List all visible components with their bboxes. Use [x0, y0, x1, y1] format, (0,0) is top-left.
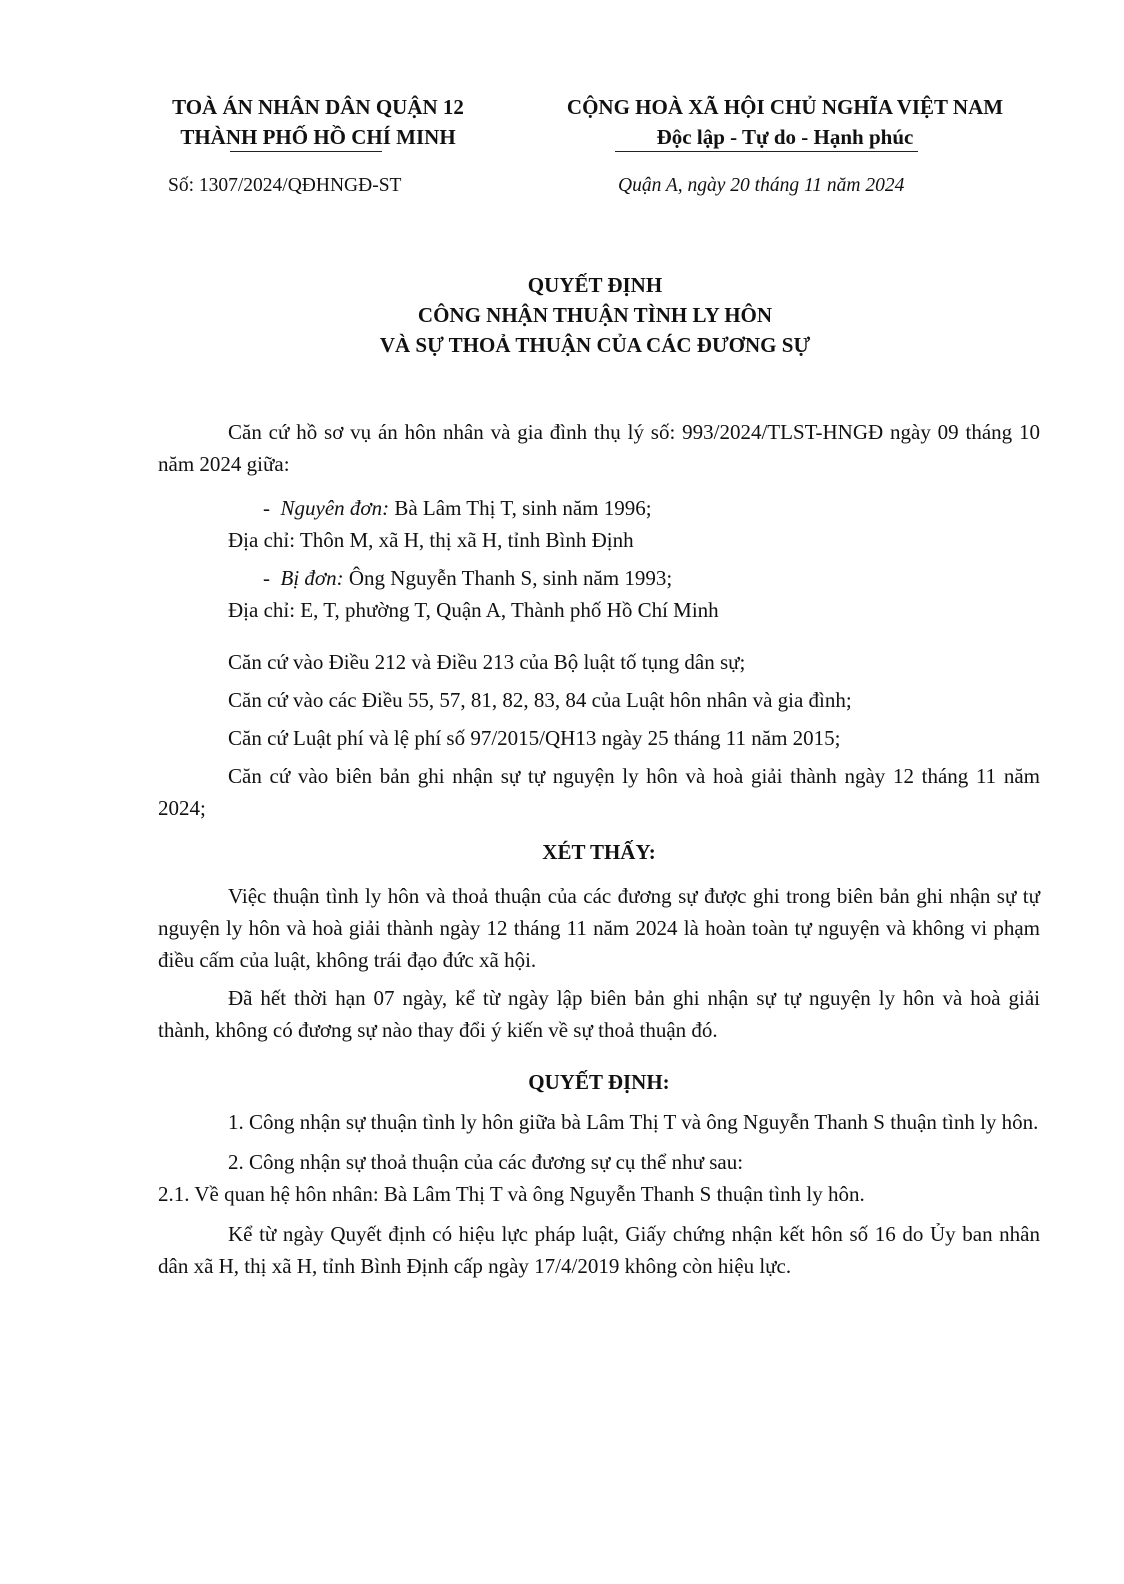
document-number: Số: 1307/2024/QĐHNGĐ-ST — [168, 175, 402, 196]
plaintiff-name: Bà Lâm Thị T, sinh năm 1996; — [394, 496, 652, 520]
document-title — [150, 270, 1040, 360]
court-name: TOÀ ÁN NHÂN DÂN QUẬN 12 — [172, 95, 464, 119]
motto-slogan: Độc lập - Tự do - Hạnh phúc — [656, 125, 914, 149]
defendant-label: Bị đơn: — [280, 566, 344, 590]
place-and-date: Quận A, ngày 20 tháng 11 năm 2024 — [618, 175, 905, 196]
basis-law-1: Căn cứ vào Điều 212 và Điều 213 của Bộ luật tố tụng dân sự; — [228, 650, 746, 674]
defendant-address: Địa chỉ: E, T, phường T, Quận A, Thành phố Hồ Chí Minh — [228, 598, 719, 622]
document-body — [158, 416, 1040, 1282]
defendant-name: Ông Nguyễn Thanh S, sinh năm 1993; — [348, 566, 673, 590]
decision-item-1: 1. Công nhận sự thuận tình ly hôn giữa bà Lâm Thị T và ông Nguyễn Thanh S thuận tình ly hôn. — [228, 1110, 1039, 1134]
decision-item-2: 2. Công nhận sự thoả thuận của các đương sự cụ thể như sau: — [228, 1150, 744, 1174]
court-header — [128, 92, 508, 152]
national-motto — [520, 92, 1050, 152]
basis-law-3: Căn cứ Luật phí và lệ phí số 97/2015/QH13 ngày 25 tháng 11 năm 2015; — [228, 726, 841, 750]
plaintiff-label: Nguyên đơn: — [280, 496, 390, 520]
basis-case-file: Căn cứ hồ sơ vụ án hôn nhân và gia đình thụ lý số: 993/2024/TLST-HNGĐ ngày 09 tháng 10 năm 2024 giữa: — [158, 420, 1040, 476]
plaintiff-address: Địa chỉ: Thôn M, xã H, thị xã H, tỉnh Bình Định — [228, 528, 634, 552]
country-name: CỘNG HOÀ XÃ HỘI CHỦ NGHĨA VIỆT NAM — [566, 95, 1004, 119]
title-line-1: QUYẾT ĐỊNH — [527, 273, 663, 297]
basis-law-2: Căn cứ vào các Điều 55, 57, 81, 82, 83, 84 của Luật hôn nhân và gia đình; — [228, 688, 852, 712]
decision-item-2-1-detail: Kể từ ngày Quyết định có hiệu lực pháp luật, Giấy chứng nhận kết hôn số 16 do Ủy ban nhân dân xã H, thị xã H, tỉnh Bình Định cấp ngày 17/4/2019 không còn hiệu lực. — [158, 1222, 1040, 1278]
motto-underline — [615, 151, 918, 152]
plaintiff-line: - Nguyên đơn: Bà Lâm Thị T, sinh năm 1996; — [263, 496, 652, 520]
title-line-2: CÔNG NHẬN THUẬN TÌNH LY HÔN — [417, 303, 773, 327]
court-city: THÀNH PHỐ HỒ CHÍ MINH — [180, 125, 456, 149]
findings-paragraph-1: Việc thuận tình ly hôn và thoả thuận của các đương sự được ghi trong biên bản ghi nhận sự tự nguyện ly hôn và hoà giải thành ngày 12 tháng 11 năm 2024 là hoàn toàn tự nguyện và không vi phạm điều cấm của luật, không trái đạo đức xã hội. — [158, 884, 1040, 972]
defendant-line: - Bị đơn: Ông Nguyễn Thanh S, sinh năm 1993; — [263, 566, 673, 590]
findings-heading: XÉT THẤY: — [542, 840, 656, 864]
court-underline — [230, 151, 382, 152]
findings-paragraph-2: Đã hết thời hạn 07 ngày, kể từ ngày lập biên bản ghi nhận sự tự nguyện ly hôn và hoà giải thành, không có đương sự nào thay đổi ý kiến về sự thoả thuận đó. — [158, 986, 1040, 1042]
title-line-3: VÀ SỰ THOẢ THUẬN CỦA CÁC ĐƯƠNG SỰ — [379, 333, 811, 357]
decision-item-2-1: 2.1. Về quan hệ hôn nhân: Bà Lâm Thị T và ông Nguyễn Thanh S thuận tình ly hôn. — [158, 1182, 865, 1206]
basis-law-4: Căn cứ vào biên bản ghi nhận sự tự nguyện ly hôn và hoà giải thành ngày 12 tháng 11 năm 2024; — [158, 764, 1040, 820]
decision-heading: QUYẾT ĐỊNH: — [528, 1070, 670, 1094]
